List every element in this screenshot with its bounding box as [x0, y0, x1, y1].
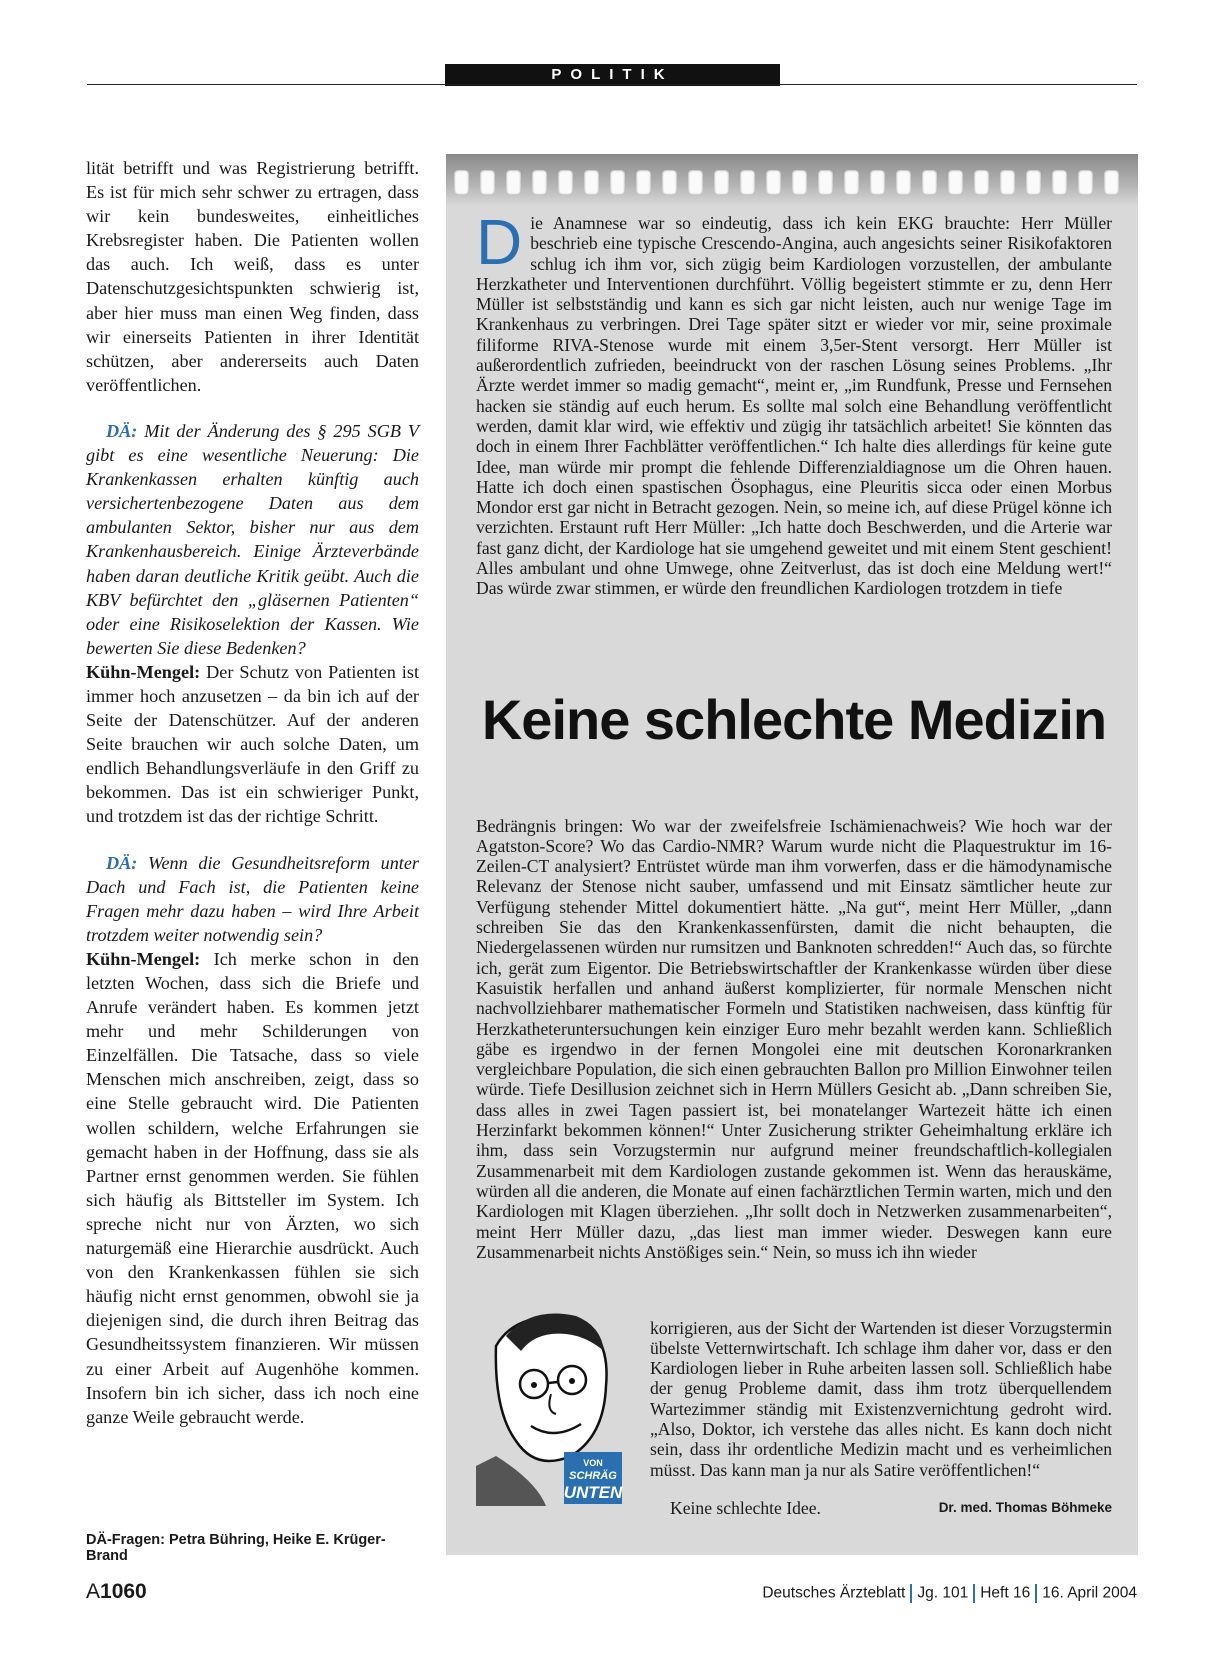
interview-answer-1: [86, 660, 419, 829]
filmstrip-hole: [532, 170, 547, 195]
filmstrip-hole: [870, 170, 885, 195]
filmstrip-hole: [1000, 170, 1015, 195]
interview-column: [86, 156, 419, 1429]
filmstrip-hole: [974, 170, 989, 195]
filmstrip-hole: [1078, 170, 1093, 195]
filmstrip-hole: [558, 170, 573, 195]
author-signature: Dr. med. Thomas Böhmeke: [938, 1499, 1112, 1515]
author-caricature: [476, 1306, 624, 1506]
page-number: [86, 1580, 147, 1604]
badge-text-3: UNTEN: [563, 1483, 623, 1502]
question-text: Wenn die Gesundheitsreform unter Dach und Fach ist, die Patienten keine Fragen mehr dazu haben – wird Ihre Arbeit trotzdem weiter notwendig sein?: [86, 852, 419, 945]
badge-text-2: SCHRÄG: [569, 1470, 617, 1482]
filmstrip-hole: [896, 170, 911, 195]
satire-text-2: Bedrängnis bringen: Wo war der zweifelsfreie Ischämienachweis? Wie hoch war der Agatston-Score? Wo das Cardio-NMR? Warum wurde nicht die Plaquestruktur im 16-Zeilen-CT analysiert? Entrüstet würde man ihm vorwerfen, dass er die hämodynamische Relevanz der Stenose nicht sauber, umfassend und mit Einsatz sämtlicher heute zur Verfügung stehender Mittel dokumentiert hätte. „Na gut“, meint Herr Müller, „dann schreiben Sie das den Krankenkassenfürsten, damit die nicht behaupten, die Niedergelassenen würden nur rumsitzen und Banknoten schredden!“ Auch das, so fürchte ich, gerät zum Eigentor. Die Betriebswirtschaftler der Krankenkasse würden über diese Kasuistik herfallen und anhand äußerst komplizierter, für normale Menschen nicht nachvollziehbarer mathematischer Formeln und Statistiken nachweisen, dass künftig für Herzkatheteruntersuchungen kein einziger Euro mehr bezahlt werden kann. Schließlich gäbe es irgendwo in der fernen Mongolei eine mit deutschen Koronarkranken vergleichbare Population, die sich einen gebrauchten Ballon pro Million Einwohner teilen würde. Tiefe Desillusion zeichnet sich in Herrn Müllers Gesicht ab. „Dann schreiben Sie, dass alles in zwei Tagen passiert ist, bei monatelanger Wartezeit hätte ich einen Herzinfarkt bekommen können!“ Unter Zusicherung strikter Geheimhaltung erkläre ich ihm, dass sein Vorzugstermin nur aufgrund meiner freundschaftlich-kollegialen Zusammenarbeit mit dem Kardiologen zustande gekommen ist. Wenn das herauskäme, würden all die anderen, die Monate auf einen fachärztlichen Termin warten, mich und den Kardiologen mit Klagen überziehen. „Ihr sollt doch in Netzwerken zusammenarbeiten“, meint Herr Müller dazu, „das liest man immer wieder. Deswegen kann eure Zusammenarbeit nichts Anstößiges sein.“ Nein, so muss ich ihn wieder: [476, 815, 1112, 1262]
journal-name: Deutsches Ärzteblatt: [762, 1584, 906, 1602]
interview-intro: lität betrifft und was Registrierung betrifft. Es ist für mich sehr schwer zu ertragen, dass wir kein bundesweites, einheitliches Krebsregister haben. Die Patienten wollen das auch. Ich weiß, dass es unter Datenschutzgesichtspunkten schwierig ist, aber hier muss man einen Weg finden, dass wir einerseits Patienten in ihrer Identität schützen, aber andererseits auch Daten veröffentlichen.: [86, 158, 419, 395]
header-rule: [87, 84, 1137, 85]
speaker-name: Kühn-Mengel:: [86, 661, 201, 682]
question-label: DÄ:: [106, 420, 138, 441]
filmstrip-holes: [454, 170, 1134, 196]
interview-credits: DÄ-Fragen: Petra Bühring, Heike E. Krüger-Brand: [86, 1532, 386, 1564]
journal-date: 16. April 2004: [1042, 1584, 1137, 1602]
filmstrip-hole: [454, 170, 469, 195]
satire-paragraph-1: [476, 206, 1112, 599]
filmstrip-hole: [740, 170, 755, 195]
satire-closing-line: [650, 1498, 1112, 1518]
question-text: Mit der Änderung des § 295 SGB V gibt es eine wesentliche Neuerung: Die Krankenkassen erhalten künftig auch versichertenbezogene Daten aus dem ambulanten Sektor, bisher nur aus dem Krankenhausbereich. Einige Ärzteverbände haben daran deutliche Kritik geübt. Auch die KBV befürchtet den „gläsernen Patienten“ oder eine Risikoselektion der Kassen. Wie bewerten Sie diese Bedenken?: [86, 420, 419, 658]
satire-text-1: ie Anamnese war so eindeutig, dass ich kein EKG brauchte: Herr Müller beschrieb eine typische Crescendo-Angina, auch angesichts seiner Risikofaktoren schlug ich ihm vor, sich zügig beim Kardiologen vorzustellen, der ambulante Herzkatheter und Interventionen durchführt. Völlig begeistert stimmte er zu, denn Herr Müller ist selbstständig und kann es sich gar nicht leisten, auch nur wenige Tage im Krankenhaus zu verbringen. Drei Tage später sitzt er wieder vor mir, seine proximale filiforme RIVA-Stenose wurde mit einem 3,5er-Stent versorgt. Herr Müller ist außerordentlich zufrieden, beeindruckt von der raschen Lösung seines Problems. „Ihr Ärzte werdet immer so madig gemacht“, meint er, „im Rundfunk, Presse und Fernsehen hacken sie ständig auf euch herum. Es sollte mal solch eine Behandlung veröffentlicht werden, damit klar wird, wie effektiv und zügig ihr tatsächlich arbeitet! Sie könnten das doch in einem Ihrer Fachblätter veröffentlichen.“ Ich halte dies allerdings für keine gute Idee, man würde mir prompt die fehlende Differenzialdiagnose um die Ohren hauen. Hatte ich doch einen spastischen Ösophagus, eine Pleuritis sicca oder einen Morbus Mondor erst gar nicht in Betracht gezogen. Nein, so meine ich, auf diese Prügel könne ich verzichten. Erstaunt ruft Herr Müller: „Ich hatte doch Beschwerden, und die Arterie war fast ganz dicht, der Kardiologe hat sie umgehend geweitet und mit einem Stent geschient! Alles ambulant und ohne Umwege, ohne Zeitverlust, das ist doch eine Meldung wert!“ Das würde zwar stimmen, er würde den freundlichen Kardiologen trotzdem in tiefe: [476, 213, 1112, 599]
journal-info: [762, 1584, 1137, 1603]
filmstrip-hole: [584, 170, 599, 195]
filmstrip-hole: [1026, 170, 1041, 195]
closing-text: Keine schlechte Idee.: [670, 1497, 821, 1518]
filmstrip-hole: [1104, 170, 1119, 195]
interview-answer-2: [86, 947, 419, 1429]
filmstrip-hole: [688, 170, 703, 195]
page-prefix: A: [86, 1580, 101, 1603]
answer-text: Ich merke schon in den letzten Wochen, dass sich die Briefe und Anrufe verändert haben. Es kommen jetzt mehr und mehr Schilderungen von Einzelfällen. Die Tatsache, dass so viele Menschen mich anschreiben, zeigt, dass so eine Stelle gebraucht wird. Die Patienten wollen schildern, welche Erfahrungen sie gemacht haben in der Hoffnung, dass sie als Partner ernst genommen werden. Sie fühlen sich häufig als Bittsteller im System. Ich spreche nicht nur von Ärzten, wo sich naturgemäß eine Hierarchie ausdrückt. Auch von den Krankenkassen fühlen sie sich häufig nicht ernst genommen, obwohl sie ja diejenigen sind, die durch ihren Beitrag das Gesundheitssystem finanzieren. Wir müssen zu einer Arbeit auf Augenhöhe kommen. Insofern bin ich sicher, dass ich noch eine ganze Weile gebraucht werde.: [86, 948, 419, 1427]
satire-headline: Keine schlechte Medizin: [481, 688, 1107, 751]
question-label: DÄ:: [106, 852, 138, 873]
interview-question-2: [86, 851, 419, 947]
satire-text-3: korrigieren, aus der Sicht der Wartenden ist dieser Vorzugstermin übelste Vetternwirtschaft. Ich schlage ihm daher vor, dass er den Kardiologen lieber in Ruhe arbeiten lassen soll. Schließlich habe der genug Probleme damit, dass ihm trotz überquellendem Wartezimmer ständig mit Existenzvernichtung gedroht wird. „Also, Doktor, ich verstehe das alles nicht. Es kann doch nicht sein, dass ihr ordentliche Medizin macht und es verheimlichen müsst. Das kann man ja nur als Satire veröffentlichen!“: [650, 1317, 1112, 1480]
badge-text-1: VON: [583, 1458, 603, 1468]
satire-paragraph-2: [476, 798, 1112, 1280]
drop-cap: D: [476, 206, 523, 278]
filmstrip-hole: [480, 170, 495, 195]
filmstrip-hole: [922, 170, 937, 195]
filmstrip-hole: [818, 170, 833, 195]
filmstrip-hole: [506, 170, 521, 195]
answer-text: Der Schutz von Patienten ist immer hoch anzusetzen – da bin ich auf der Seite der Datenschützer. Auf der anderen Seite brauchen wir auch solche Daten, um endlich Behandlungsverläufe in den Griff zu bekommen. Das ist ein schwieriger Punkt, und trotzdem ist das der richtige Schritt.: [86, 661, 419, 827]
page-number-value: 1060: [100, 1580, 147, 1603]
filmstrip-border: [446, 154, 1138, 206]
interview-question-1: [86, 419, 419, 660]
filmstrip-hole: [662, 170, 677, 195]
filmstrip-hole: [948, 170, 963, 195]
filmstrip-hole: [792, 170, 807, 195]
satire-paragraph-3: [650, 1300, 1112, 1535]
filmstrip-hole: [1052, 170, 1067, 195]
speaker-name: Kühn-Mengel:: [86, 948, 201, 969]
filmstrip-hole: [636, 170, 651, 195]
filmstrip-hole: [610, 170, 625, 195]
filmstrip-hole: [844, 170, 859, 195]
section-label: POLITIK: [445, 64, 780, 86]
filmstrip-hole: [714, 170, 729, 195]
filmstrip-hole: [766, 170, 781, 195]
journal-volume: Jg. 101: [917, 1584, 969, 1602]
journal-issue: Heft 16: [980, 1584, 1031, 1602]
